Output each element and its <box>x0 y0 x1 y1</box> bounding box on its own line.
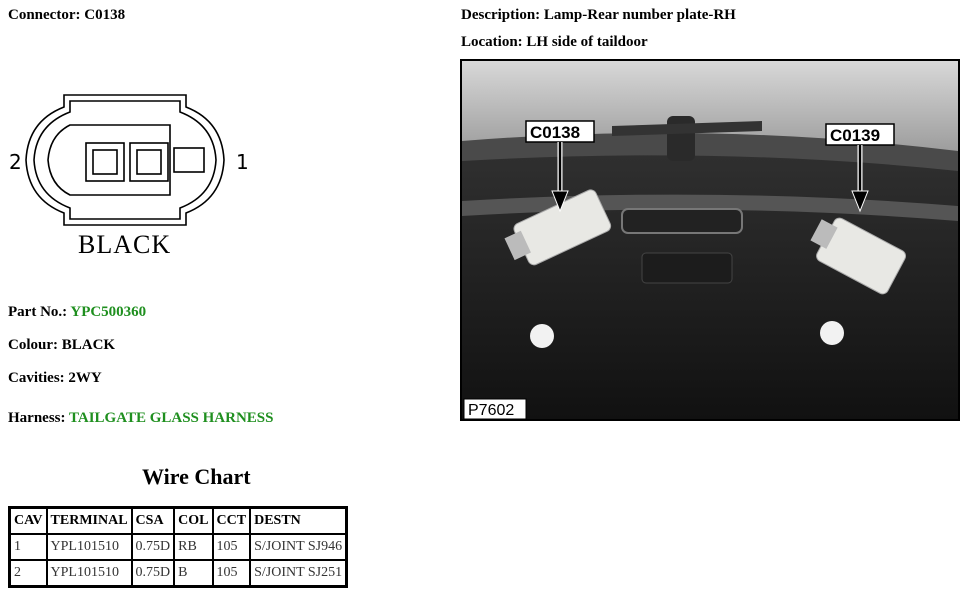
pin-2-label: 2 <box>9 150 22 174</box>
cell-col: B <box>174 560 212 587</box>
cell-cct: 105 <box>213 534 251 560</box>
colour-row <box>8 337 115 354</box>
header-terminal: TERMINAL <box>47 508 132 535</box>
table-row <box>10 560 347 587</box>
taildoor-photo-illustration <box>462 61 958 419</box>
harness-row <box>8 410 274 427</box>
connector-face-diagram <box>0 85 260 265</box>
part-number-label: Part No.: <box>8 304 68 320</box>
wire-chart-table <box>8 506 348 588</box>
description-heading <box>461 7 736 24</box>
harness-label: Harness: <box>8 410 66 426</box>
header-col: COL <box>174 508 212 535</box>
description-value: Lamp-Rear number plate-RH <box>543 7 736 23</box>
cell-cav: 2 <box>10 560 47 587</box>
location-photo <box>460 59 960 421</box>
header-cav: CAV <box>10 508 47 535</box>
cell-csa: 0.75D <box>132 560 175 587</box>
cell-terminal: YPL101510 <box>47 534 132 560</box>
cell-cav: 1 <box>10 534 47 560</box>
photo-reference: P7602 <box>468 402 515 419</box>
table-header-row <box>10 508 347 535</box>
location-value: LH side of taildoor <box>526 34 648 50</box>
connector-heading <box>8 7 125 24</box>
cell-csa: 0.75D <box>132 534 175 560</box>
header-cct: CCT <box>213 508 251 535</box>
cavities-row <box>8 370 102 387</box>
connector-id: C0138 <box>84 7 126 23</box>
pin-1-label: 1 <box>236 150 249 174</box>
table-row <box>10 534 347 560</box>
callout-c0139: C0139 <box>830 126 881 145</box>
colour-label: Colour: <box>8 337 58 353</box>
header-csa: CSA <box>132 508 175 535</box>
cavities-value: 2WY <box>68 370 102 386</box>
callout-c0138: C0138 <box>530 123 581 142</box>
harness-link[interactable]: TAILGATE GLASS HARNESS <box>68 410 274 426</box>
cell-terminal: YPL101510 <box>47 560 132 587</box>
location-heading <box>461 34 648 51</box>
location-label: Location: <box>461 34 523 50</box>
cell-destn: S/JOINT SJ946 <box>250 534 347 560</box>
cavities-label: Cavities: <box>8 370 65 386</box>
part-number-row <box>8 304 146 321</box>
connector-color-label: BLACK <box>78 230 172 259</box>
cell-cct: 105 <box>213 560 251 587</box>
description-label: Description: <box>461 7 541 23</box>
header-destn: DESTN <box>250 508 347 535</box>
cell-col: RB <box>174 534 212 560</box>
connector-label: Connector: <box>8 7 81 23</box>
colour-value: BLACK <box>61 337 116 353</box>
wire-chart-title: Wire Chart <box>142 464 251 489</box>
cell-destn: S/JOINT SJ251 <box>250 560 347 587</box>
part-number-link[interactable]: YPC500360 <box>70 304 147 320</box>
